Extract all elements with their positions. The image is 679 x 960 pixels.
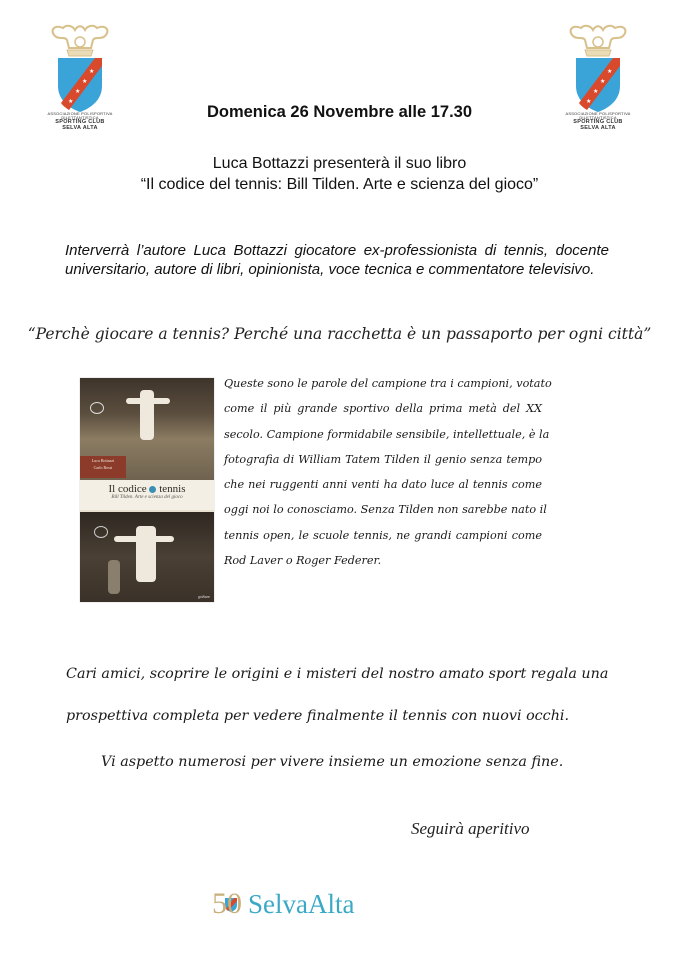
cover-coauthor: Carlo Rossi <box>93 465 113 470</box>
cover-title-part1: Il codice <box>108 483 147 495</box>
cover-publisher: goWare <box>197 595 210 599</box>
story-line: Queste sono le parole del campione tra i campioni, votato <box>224 377 552 390</box>
aperitivo-note: Seguirà aperitivo <box>411 819 530 838</box>
cover-title-part2: tennis <box>159 483 186 495</box>
presentation-line-1: Luca Bottazzi presenterà il suo libro <box>212 155 467 172</box>
closing-line-2: prospettiva completa per vedere finalmente il tennis con nuovi occhi. <box>66 708 570 724</box>
brand-name: SelvaAlta <box>248 888 355 919</box>
selvaalta-50-logo <box>212 884 354 924</box>
cover-author-box <box>80 456 126 478</box>
svg-text:★: ★ <box>68 98 74 105</box>
tennis-quote: “Perchè giocare a tennis? Perché una racchetta è un passaporto per ogni città” <box>27 325 652 343</box>
closing-line-1: Cari amici, scoprire le origini e i misteri del nostro amato sport regala una <box>66 666 609 682</box>
anniversary-number: 50 <box>212 887 242 920</box>
author-intro: Interverrà l’autore Luca Bottazzi giocatore ex-professionista di tennis, docente universitario, autore di libri, opinionista, voce tecnica e commentatore televisivo. <box>65 242 609 278</box>
crest-shield-icon <box>563 22 633 112</box>
closing-line-3: Vi aspetto numerosi per vivere insieme un emozione senza fine. <box>101 754 564 770</box>
cover-author: Luca Bottazzi <box>91 458 115 463</box>
story-line: che nei ruggenti anni venti ha dato luce al tennis come <box>224 478 542 492</box>
story-line: come il più grande sportivo della prima metà del XX <box>224 402 542 416</box>
crest-left-line1: ASSOCIAZIONE POLISPORTIVA DILETTANTISTICA <box>47 111 113 121</box>
cover-photo-bottom <box>80 512 214 602</box>
book-cover-image <box>80 378 214 602</box>
story-line: secolo. Campione formidabile sensibile, intellettuale, è la <box>224 427 550 441</box>
story-paragraph <box>224 371 552 573</box>
svg-text:★: ★ <box>82 78 88 85</box>
svg-text:★: ★ <box>593 88 599 95</box>
crest-right-line3: SELVA ALTA <box>580 125 616 132</box>
cover-title-dot-icon <box>149 486 156 493</box>
story-line: Rod Laver o Roger Federer. <box>224 554 382 568</box>
crest-left-line3: SELVA ALTA <box>62 125 98 132</box>
story-line: oggi noi lo conosciamo. Senza Tilden non sarebbe nato il <box>224 503 547 517</box>
svg-text:★: ★ <box>607 68 613 75</box>
story-line: tennis open, le scuole tennis, ne grandi campioni come <box>224 528 542 542</box>
svg-text:★: ★ <box>75 88 81 95</box>
crest-right-line1: ASSOCIAZIONE POLISPORTIVA DILETTANTISTICA <box>565 111 631 121</box>
story-line: fotografia di William Tatem Tilden il genio senza tempo <box>224 452 542 466</box>
svg-text:★: ★ <box>586 98 592 105</box>
cover-subtitle: Bill Tilden. Arte e scienza del gioco <box>111 495 183 500</box>
crest-left-line2: SPORTING CLUB <box>55 119 105 126</box>
svg-text:★: ★ <box>89 68 95 75</box>
crest-shield-icon <box>45 22 115 112</box>
crest-right-line2: SPORTING CLUB <box>573 119 623 126</box>
svg-text:★: ★ <box>600 78 606 85</box>
presentation-book-title: “Il codice del tennis: Bill Tilden. Arte e scienza del gioco” <box>140 176 539 193</box>
event-date: Domenica 26 Novembre alle 17.30 <box>206 103 473 121</box>
cover-title-band <box>80 480 214 510</box>
